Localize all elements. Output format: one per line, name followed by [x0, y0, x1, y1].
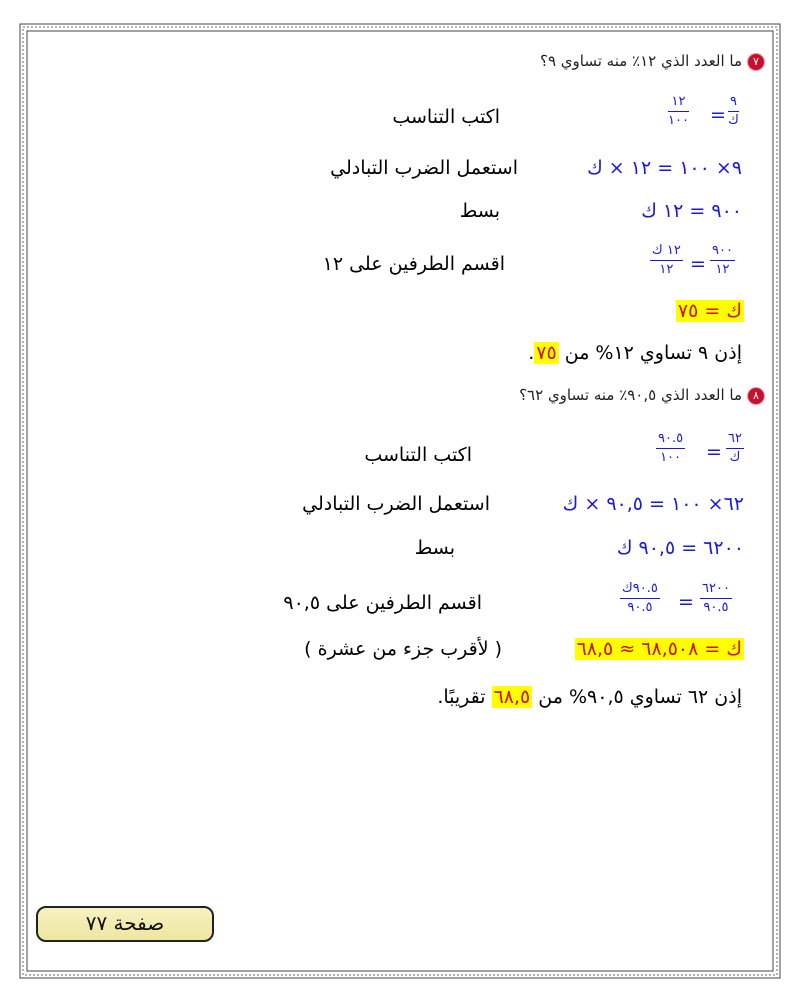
conclusion: إذن ٦٢ تساوي ٩٠,٥% من ٦٨,٥ تقريبًا. — [437, 686, 742, 708]
fraction-divide-left: ٦٢٠٠ ٩٠.٥ — [702, 581, 730, 615]
question-number-badge: ٧ — [748, 54, 764, 70]
page-number-label: صفحة ٧٧ — [85, 911, 165, 935]
fraction-left: ٦٢ ك — [728, 431, 742, 465]
step-label-cross: استعمل الضرب التبادلي — [302, 493, 490, 515]
fraction-divide-left: ٩٠٠ ١٢ — [712, 243, 733, 277]
equals-sign: = — [710, 104, 726, 126]
fraction-divide-right: ٩٠.٥ك ٩٠.٥ — [622, 581, 658, 615]
step-label-cross: استعمل الضرب التبادلي — [330, 157, 518, 179]
fraction-left: ٩ ك — [728, 94, 739, 128]
fraction-right: ٩٠.٥ ١٠٠ — [658, 431, 684, 465]
question-text: ما العدد الذي ١٢٪ منه تساوي ٩؟ — [539, 52, 742, 70]
rounding-note: ( لأقرب جزء من عشرة ) — [304, 638, 502, 660]
result: ك = ٧٥ — [677, 300, 742, 322]
equals-sign: = — [678, 591, 694, 613]
question-8 — [519, 386, 764, 404]
question-number-badge: ٨ — [748, 388, 764, 404]
conclusion: إذن ٩ تساوي ١٢% من ٧٥. — [528, 342, 742, 364]
page-number-badge — [36, 906, 214, 942]
step-math-simplify: ٩٠٠ = ١٢ ك — [641, 200, 742, 222]
step-label-divide: اقسم الطرفين على ١٢ — [322, 253, 505, 275]
equals-sign: = — [690, 253, 706, 275]
step-label-proportion: اكتب التناسب — [364, 444, 472, 466]
step-math-cross: ٦٢× ١٠٠ = ٩٠,٥ × ك — [562, 493, 744, 515]
question-text: ما العدد الذي ٩٠,٥٪ منه تساوي ٦٢؟ — [519, 386, 742, 404]
equals-sign: = — [706, 441, 722, 463]
step-label-simplify: بسط — [414, 537, 455, 559]
step-label-simplify: بسط — [459, 200, 500, 222]
step-label-proportion: اكتب التناسب — [392, 106, 500, 128]
step-label-divide: اقسم الطرفين على ٩٠,٥ — [283, 592, 482, 614]
step-math-simplify: ٦٢٠٠ = ٩٠,٥ ك — [616, 537, 744, 559]
fraction-right: ١٢ ١٠٠ — [668, 94, 689, 128]
fraction-divide-right: ١٢ ك ١٢ — [652, 243, 681, 277]
step-math-cross: ٩× ١٠٠ = ١٢ × ك — [587, 157, 742, 179]
result: ك = ٦٨,٥٠٨ ≈ ٦٨,٥ — [576, 638, 742, 660]
question-7 — [540, 52, 764, 70]
